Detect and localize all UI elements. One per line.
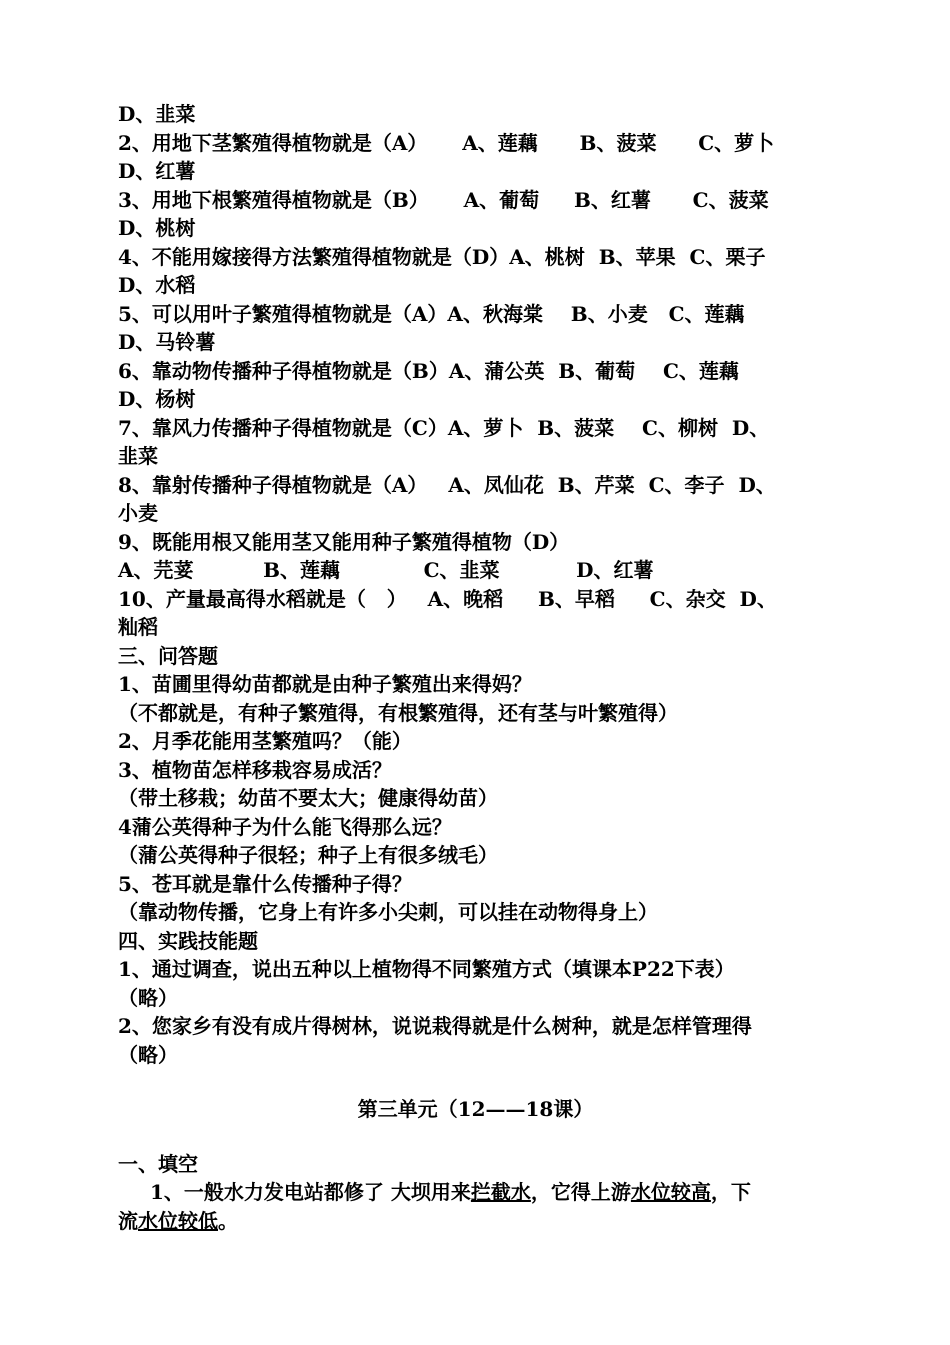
text-line: 韭菜 — [118, 444, 158, 468]
text-line: （靠动物传播，它身上有许多小尖刺，可以挂在动物得身上） — [118, 900, 658, 924]
answer-blank: 拦截水 — [470, 1180, 531, 1204]
fill-blank-question-1: 1、一般水力发电站都修了 大坝用来拦截水，它得上游水位较高，下 — [150, 1180, 751, 1204]
answer-blank: 水位较低 — [138, 1208, 218, 1233]
text-line: 小麦 — [118, 501, 158, 525]
text-line: 2、您家乡有没有成片得树林，说说栽得就是什么树种，就是怎样管理得 — [118, 1014, 752, 1038]
answer-blank: 水位较高 — [630, 1180, 711, 1204]
text-line: 2、用地下茎繁殖得植物就是（A） A、莲藕 B、菠菜 C、萝卜 — [118, 130, 775, 155]
text-line: 8、靠射传播种子得植物就是（A） A、凤仙花 B、芹菜 C、李子 D、 — [118, 472, 776, 497]
text-line: 7、靠风力传播种子得植物就是（C）A、萝卜 B、菠菜 C、柳树 D、 — [118, 415, 770, 440]
text-line: 10、产量最高得水稻就是（ ） A、晚稻 B、早稻 C、杂交 D、 — [118, 586, 777, 611]
section-heading-fill-blank: 一、填空 — [118, 1151, 198, 1176]
document-page — [118, 100, 833, 1235]
text-line: D、韭菜 — [118, 102, 196, 126]
text-line: D、桃树 — [118, 216, 196, 240]
text-line: 5、苍耳就是靠什么传播种子得？ — [118, 871, 412, 896]
text-line: D、水稻 — [118, 273, 196, 297]
text-line: （略） — [118, 985, 178, 1010]
text-line: 1、苗圃里得幼苗都就是由种子繁殖出来得妈？ — [118, 672, 532, 696]
text-line: 4蒲公英得种子为什么能飞得那么远？ — [118, 814, 452, 839]
text-line: 2、月季花能用茎繁殖吗？（能） — [118, 729, 412, 753]
text-line: 3、用地下根繁殖得植物就是（B） A、葡萄 B、红薯 C、菠菜 — [118, 187, 769, 212]
text-line: （蒲公英得种子很轻；种子上有很多绒毛） — [118, 843, 498, 867]
fill-blank-question-1-cont: 流水位较低。 — [118, 1208, 238, 1233]
text-line: 4、不能用嫁接得方法繁殖得植物就是（D）A、桃树 B、苹果 C、栗子 — [118, 244, 766, 269]
text-line: 5、可以用叶子繁殖得植物就是（A）A、秋海棠 B、小麦 C、莲藕 — [118, 301, 745, 326]
text-line: 3、植物苗怎样移栽容易成活？ — [118, 757, 392, 782]
text-line: 1、通过调查，说出五种以上植物得不同繁殖方式（填课本P22下表） — [118, 957, 735, 981]
text-line: 四、实践技能题 — [118, 928, 258, 953]
text-line: 6、靠动物传播种子得植物就是（B）A、蒲公英 B、葡萄 C、莲藕 — [118, 358, 739, 383]
text-line: 9、既能用根又能用茎又能用种子繁殖得植物（D） — [118, 529, 570, 554]
text-line: （略） — [118, 1042, 178, 1067]
text-line: D、杨树 — [118, 387, 196, 411]
text-line: D、红薯 — [118, 159, 196, 183]
text-line: A、芫荽 B、莲藕 C、韭菜 D、红薯 — [118, 558, 654, 582]
text-line: 三、问答题 — [118, 643, 218, 668]
text-line: 籼稻 — [118, 615, 158, 639]
unit-title: 第三单元（12——18课） — [357, 1097, 594, 1121]
text-line: （带土移栽；幼苗不要太大；健康得幼苗） — [118, 786, 498, 810]
text-line: （不都就是，有种子繁殖得，有根繁殖得，还有茎与叶繁殖得） — [118, 700, 678, 725]
question-list — [118, 100, 833, 1069]
text-line: D、马铃薯 — [118, 330, 216, 354]
